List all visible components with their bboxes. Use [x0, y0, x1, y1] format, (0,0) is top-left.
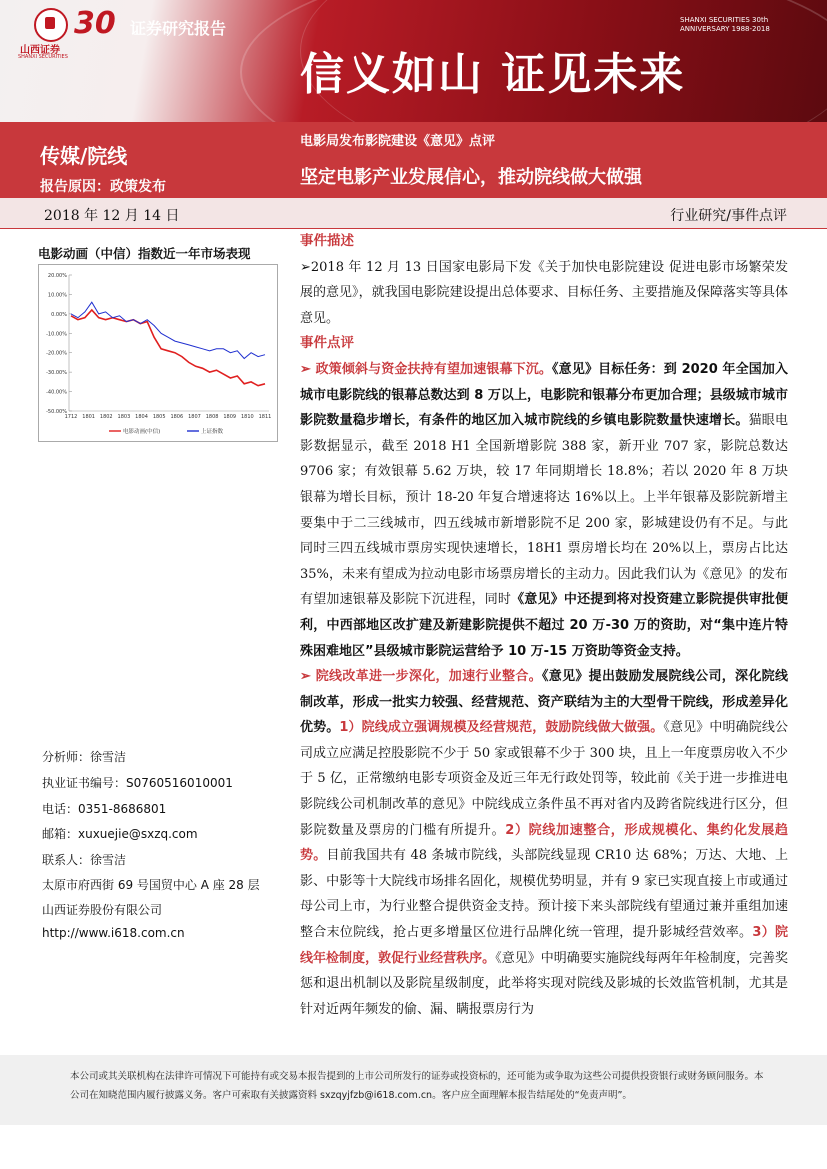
- event-heading: 事件描述: [300, 233, 354, 249]
- p2-point-2: 2）院线加速整合，形成规模化、集约化发展趋势。: [300, 822, 788, 864]
- anniversary-mark: 30: [74, 6, 116, 41]
- disclaimer: 本公司或其关联机构在法律许可情况下可能持有或交易本报告提到的上市公司所发行的证券或投资标的，还可能为或争取为这些公司提供投资银行或财务顾问服务。本公司在知晓范围内履行披露义务。客户可索取有关披露资料 sxzqyjfzb@i618.com.cn。客户应全面理解本报告结尾处的“免责声明”。: [70, 1071, 764, 1101]
- report-reason: 报告原因：政策发布: [40, 179, 166, 195]
- x-tick-label: 1805: [152, 414, 166, 420]
- x-tick-label: 1807: [188, 414, 201, 420]
- x-tick-label: 1804: [135, 414, 148, 420]
- bullet-arrow-icon: ➢: [300, 669, 316, 685]
- report-subtitle: 电影局发布影院建设《意见》点评: [300, 134, 496, 149]
- website-link[interactable]: http://www.i618.com.cn: [42, 926, 185, 940]
- event-paragraph: ➢2018 年 12 月 13 日国家电影局下发《关于加快电影院建设 促进电影市场繁荣发展的意见》，就我国电影院建设提出总体要求、目标任务、主要措施及保障落实等具体意见。: [300, 259, 788, 326]
- p1-text: 猫眼电影数据显示，截至 2018 H1 全国新增影院 388 家，新开业 707 家，影院总数达 9706 家；有效银幕 5.62 万块，较 17 年同期增长 18.8%；若以 2020 年 8 万块银幕为增长目标，预计 18-20 年复合增速将达 16%以上。上半年银幕及影院新增主要集中于二三线城市，四五线城市新增影院不足 200 家，影城建设仍有不足。与此同时三四五线城市票房实现快速增长，18H1 票房增长均在 20%以上，票房占比达 35%，未来有望成为拉动电影市场票房增长的主动力。因此我们认为《意见》的发布有望加速银幕及影院下沉进程，同时: [300, 413, 789, 608]
- y-tick-label: -20.00%: [46, 350, 67, 357]
- comment-paragraph-2: [300, 664, 788, 1022]
- y-tick-label: 20.00%: [47, 273, 67, 279]
- analyst-name: 分析师：徐雪洁: [42, 750, 127, 764]
- p2-lead: 院线改革进一步深化，加速行业整合。: [315, 669, 542, 685]
- sector-label: 传媒/院线: [40, 144, 128, 168]
- y-tick-label: -30.00%: [46, 370, 67, 377]
- x-tick-label: 1801: [82, 414, 96, 420]
- anniversary-en: SHANXI SECURITIES 30th ANNIVERSARY 1988-2018: [680, 16, 770, 33]
- p2-point-3: 3）院线年检制度，敦促行业经营秩序。: [300, 925, 788, 966]
- bullet-arrow-icon: ➢: [300, 361, 316, 377]
- company-name: 山西证券股份有限公司: [42, 903, 163, 917]
- p2-bold: 《意见》提出鼓励发展院线公司，深化院线制改革，形成一批实力较强、经营规范、资产联结为主的大型骨干院线，形成差异化优势。: [300, 669, 788, 736]
- x-tick-label: 1809: [223, 414, 237, 420]
- y-tick-label: 10.00%: [47, 292, 67, 299]
- p2-text-1: 《意见》中明确院线公司成立应满足控股影院不少于 50 家或银幕不少于 300 块，且上一年度票房收入不少于 5 亿，正常缴纳电影专项资金及近三年无行政处罚等，较此前《关于进一步推进电影院线公司机制改革的意见》中院线成立条件虽不再对省内及跨省院线进行区分，但影院数量及票房的门槛有所提升。: [300, 720, 788, 838]
- y-tick-label: -50.00%: [46, 409, 67, 415]
- p2-point-1: 1）院线成立强调规模及经营规范，鼓励院线做大做强。: [339, 720, 664, 736]
- company-logo-icon: [34, 8, 68, 42]
- license-number: 执业证书编号：S0760516010001: [42, 776, 233, 790]
- email[interactable]: 邮箱：xuxuejie@sxzq.com: [42, 827, 198, 841]
- y-tick-label: -10.00%: [46, 331, 67, 338]
- x-tick-label: 1712: [64, 414, 78, 420]
- p1-bold-2: 《意见》中还提到将对投资建立影院提供审批便利，中西部地区改扩建及新建影院提供不超过 20 万-30 万的资助，对“集中连片特殊困难地区”县级城市影院运营给予 10 万-15 万资助等资金支持。: [300, 592, 788, 659]
- y-tick-label: 0.00%: [51, 311, 67, 318]
- report-date: 2018 年 12 月 14 日: [44, 208, 180, 224]
- x-tick-label: 1803: [117, 414, 131, 420]
- p2-text-2: 目前我国共有 48 条城市院线，头部院线显现 CR10 达 68%；万达、大地、上影、中影等十大院线市场排名固化，规模优势明显，并有 9 家已实现直接上市或通过母公司上市，为行业整合提供资金支持。预计接下来头部院线有望通过兼并重组加速整合末位院线，抢占更多增量区位进行品牌化统一管理，提升影城经营效率。: [300, 848, 788, 941]
- comment-heading: 事件点评: [300, 335, 354, 352]
- x-tick-label: 1810: [240, 414, 254, 420]
- report-type: 行业研究/事件点评: [670, 208, 787, 224]
- contact-person: 联系人：徐雪洁: [42, 853, 127, 867]
- phone: 电话：0351-8686801: [42, 802, 167, 816]
- company-name-en: SHANXI SECURITIES: [18, 54, 68, 60]
- x-tick-label: 1806: [170, 414, 184, 420]
- report-body: [300, 229, 788, 1022]
- report-title: 坚定电影产业发展信心，推动院线做大做强: [300, 167, 642, 188]
- address: 太原市府西街 69 号国贸中心 A 座 28 层: [42, 878, 260, 892]
- y-tick-label: -40.00%: [46, 389, 67, 396]
- series-line-film-index: [71, 310, 265, 386]
- slogan: 信义如山 证见未来: [300, 49, 686, 100]
- report-tag: 证券研究报告: [130, 19, 227, 38]
- p1-bold: 《意见》目标任务：到 2020 年全国加入城市电影院线的银幕总数达到 8 万以上，电影院和银幕分布更加合理；县级城市城市影院数量稳步增长，有条件的地区加入城市院线的乡镇电影院数量快速增长。: [300, 361, 788, 429]
- p1-lead: 政策倾斜与资金扶持有望加速银幕下沉。: [315, 361, 553, 377]
- x-tick-label: 1802: [99, 414, 113, 420]
- legend-label: 电影动画(中信): [123, 429, 161, 435]
- comment-paragraph-1: [300, 357, 788, 664]
- x-tick-label: 1808: [205, 414, 219, 420]
- x-tick-label: 1811: [258, 414, 272, 420]
- chart-heading: 电影动画（中信）指数近一年市场表现: [38, 246, 251, 261]
- index-performance-chart: [39, 265, 277, 441]
- company-name-cn: 山西证券: [20, 45, 60, 56]
- p2-text-3: 《意见》中明确要实施院线每两年年检制度，完善奖惩和退出机制以及影院星级制度，此举将实现对院线及影城的长效监管机制，尤其是针对近两年频发的偷、漏、瞒报票房行为: [300, 950, 788, 1017]
- chart-frame: [38, 264, 278, 442]
- legend-label: 上证指数: [201, 429, 224, 435]
